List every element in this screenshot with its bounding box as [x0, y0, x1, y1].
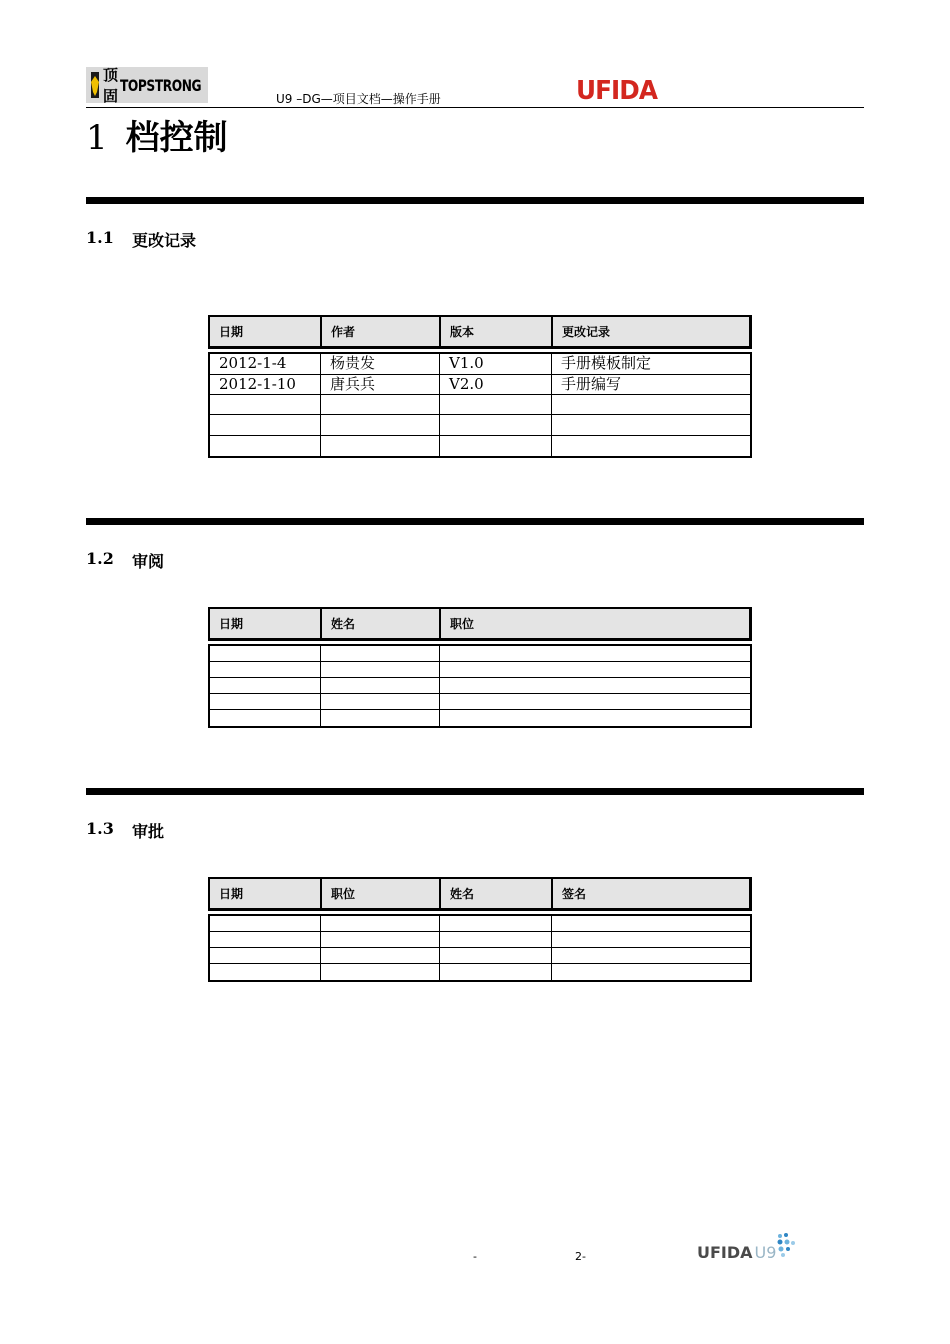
- table-cell: [321, 678, 440, 693]
- table-cell: [552, 415, 750, 435]
- table-header-cell: 作者: [322, 317, 441, 346]
- topstrong-logo-en: TOPSTRONG: [120, 75, 202, 95]
- table-cell: [210, 964, 321, 980]
- table-cell: [321, 694, 440, 709]
- table-cell: [210, 395, 321, 414]
- table-cell: [210, 694, 321, 709]
- table-cell: [552, 964, 750, 980]
- change-log-table: [208, 315, 752, 458]
- table-row: [210, 646, 750, 662]
- table-row: [210, 375, 750, 395]
- table-header-row: [208, 877, 752, 911]
- table-header-cell: 日期: [210, 317, 322, 346]
- section-title: 审阅: [132, 552, 165, 571]
- table-cell: [210, 436, 321, 456]
- table-header-cell: 日期: [210, 609, 322, 638]
- section-number: 1.1: [86, 228, 114, 247]
- table-cell: V2.0: [440, 375, 552, 394]
- section-number: 1.2: [86, 549, 114, 568]
- table-header-cell: 签名: [562, 887, 587, 901]
- table-cell: [440, 710, 750, 726]
- dots-icon: [776, 1232, 796, 1262]
- table-cell: [440, 646, 750, 661]
- topstrong-mark-icon: [88, 70, 102, 100]
- review-table: [208, 607, 752, 728]
- table-cell: [321, 395, 440, 414]
- table-cell: [552, 916, 750, 931]
- table-header-cell: 日期: [210, 879, 322, 908]
- table-cell: [440, 932, 552, 947]
- table-row: [210, 964, 750, 980]
- chapter-title-text: 档控制: [125, 118, 228, 158]
- table-cell: [210, 710, 321, 726]
- table-cell: [552, 932, 750, 947]
- table-row: [210, 395, 750, 415]
- table-cell: [440, 948, 552, 963]
- section-number: 1.3: [86, 819, 114, 838]
- table-row: [210, 415, 750, 436]
- footer-dash: -: [473, 1250, 477, 1263]
- table-row: [210, 694, 750, 710]
- table-cell: [440, 964, 552, 980]
- table-cell: [321, 964, 440, 980]
- table-cell: [210, 948, 321, 963]
- page-number: 2-: [575, 1250, 586, 1263]
- table-header-cell: 更改记录: [562, 325, 611, 339]
- table-cell: [321, 436, 440, 456]
- table-cell: [210, 678, 321, 693]
- table-cell: [440, 694, 750, 709]
- table-cell: [440, 415, 552, 435]
- table-header-cell: 职位: [450, 617, 475, 631]
- table-cell: 2012-1-4: [210, 354, 321, 374]
- ufida-u9-logo: [697, 1232, 796, 1262]
- table-row: [210, 678, 750, 694]
- table-cell: 手册编写: [561, 375, 622, 393]
- table-cell: [552, 436, 750, 456]
- ufida-logo: UFIDA: [576, 76, 658, 106]
- table-cell: [321, 710, 440, 726]
- table-header-cell: 职位: [322, 879, 441, 908]
- table-cell: [440, 678, 750, 693]
- section-heading-change-log: [86, 228, 196, 251]
- header-title: U9 –DG—项目文档—操作手册: [276, 92, 441, 106]
- table-row: [210, 916, 750, 932]
- table-cell: [321, 948, 440, 963]
- table-cell: [321, 646, 440, 661]
- section-heading-approval: [86, 819, 164, 842]
- table-cell: 杨贵发: [321, 354, 440, 374]
- table-cell: [440, 916, 552, 931]
- section-divider: [86, 197, 864, 204]
- table-row: [210, 710, 750, 726]
- table-header-cell: 姓名: [322, 609, 441, 638]
- table-cell: [210, 662, 321, 677]
- table-header-cell: 版本: [441, 317, 553, 346]
- table-header-row: [208, 315, 752, 349]
- table-header-row: [208, 607, 752, 641]
- table-cell: 唐兵兵: [321, 375, 440, 394]
- topstrong-logo: [86, 67, 208, 103]
- ufida-u9-logo-text: UFIDA: [697, 1243, 753, 1262]
- header-divider: [86, 107, 864, 108]
- table-header-cell: 姓名: [441, 879, 553, 908]
- topstrong-logo-cn: 顶固: [103, 66, 118, 105]
- table-cell: 手册模板制定: [561, 354, 652, 372]
- section-divider: [86, 788, 864, 795]
- table-cell: [210, 646, 321, 661]
- table-cell: [440, 395, 552, 414]
- table-cell: [210, 415, 321, 435]
- chapter-number: 1: [86, 118, 108, 158]
- section-heading-review: [86, 549, 164, 572]
- table-body: [208, 914, 752, 982]
- table-cell: V1.0: [440, 354, 552, 374]
- table-cell: [321, 415, 440, 435]
- table-cell: [210, 932, 321, 947]
- table-cell: [440, 662, 750, 677]
- table-body: [208, 352, 752, 458]
- table-row: [210, 662, 750, 678]
- approval-table: [208, 877, 752, 982]
- table-cell: [552, 948, 750, 963]
- section-divider: [86, 518, 864, 525]
- table-cell: [210, 916, 321, 931]
- table-cell: [321, 662, 440, 677]
- table-cell: [440, 436, 552, 456]
- table-row: [210, 948, 750, 964]
- section-title: 更改记录: [132, 231, 197, 250]
- table-cell: [552, 395, 750, 414]
- table-body: [208, 644, 752, 728]
- ufida-u9-logo-u9: U9: [754, 1243, 777, 1262]
- table-row: [210, 932, 750, 948]
- table-row: [210, 354, 750, 375]
- table-row: [210, 436, 750, 456]
- section-title: 审批: [132, 822, 165, 841]
- chapter-title: [86, 110, 228, 159]
- table-cell: 2012-1-10: [210, 375, 321, 394]
- table-cell: [321, 916, 440, 931]
- table-cell: [321, 932, 440, 947]
